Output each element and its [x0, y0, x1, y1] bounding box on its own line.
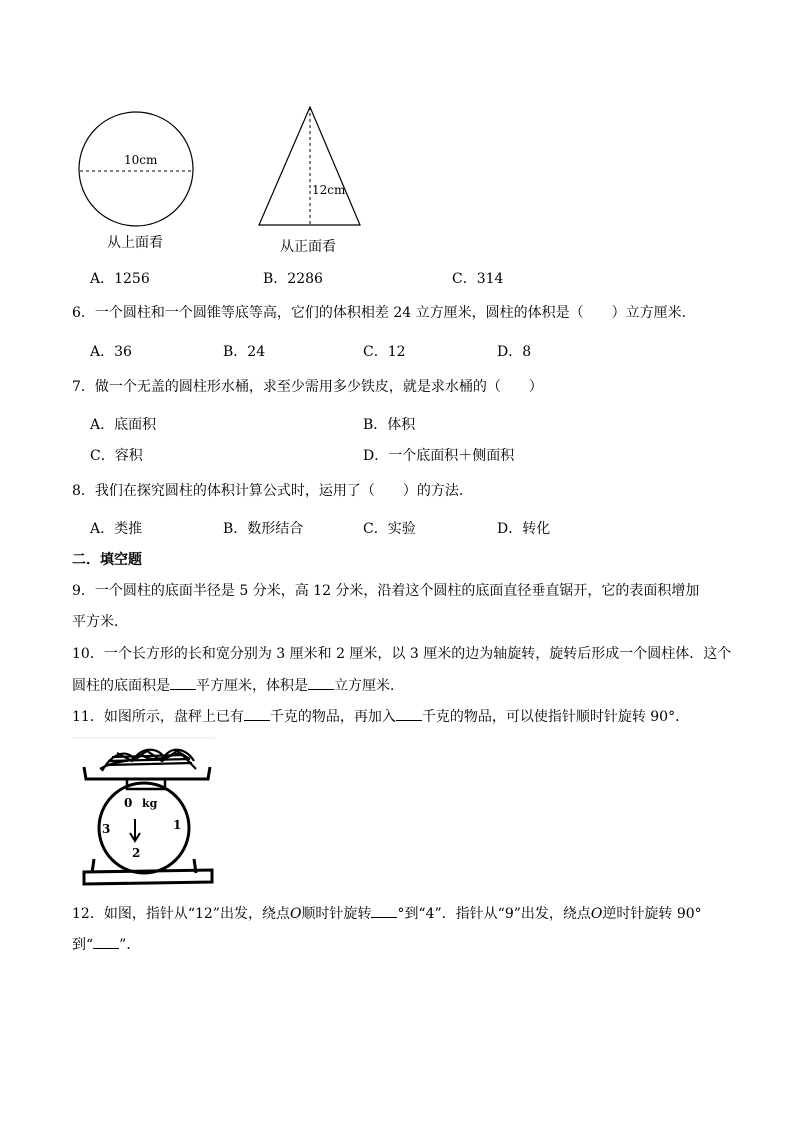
q8-option-b[interactable]: B．数形结合 — [223, 521, 304, 537]
q12-blank-1[interactable] — [371, 903, 397, 918]
q9-line-1: 9．一个圆柱的底面半径是 5 分米，高 12 分米，沿着这个圆柱的底面直径垂直锯开，它的表面积增加 — [72, 583, 700, 599]
dial-label-bottom: 2 — [132, 846, 141, 860]
q6-text-a: 6．一个圆柱和一个圆锥等底等高，它们的体积相差 24 立方厘米，圆柱的体积是（ — [72, 305, 584, 321]
circle-caption: 从上面看 — [107, 235, 163, 251]
q8-option-d[interactable]: D．转化 — [497, 521, 551, 537]
q12-blank-2[interactable] — [93, 934, 119, 949]
q12-line-2 — [72, 934, 140, 955]
section-2-title: 二．填空题 — [72, 552, 142, 568]
q11-text-c: 千克的物品，可以使指针顺时针旋转 90°． — [421, 709, 690, 725]
question-6 — [72, 303, 696, 323]
q10-text-c: 立方厘米． — [334, 678, 404, 694]
q11-blank-2[interactable] — [396, 706, 422, 721]
q7-option-a[interactable]: A．底面积 — [90, 417, 157, 433]
q9-line-2: 平方米． — [72, 614, 128, 630]
q6-option-b[interactable]: B．24 — [223, 344, 266, 360]
q6-option-c[interactable]: C．12 — [363, 344, 406, 360]
scale-figure — [72, 735, 217, 893]
dial-label-right: 1 — [173, 818, 182, 832]
q10-line-1: 10．一个长方形的长和宽分别为 3 厘米和 2 厘米，以 3 厘米的边为轴旋转，旋转后形成一个圆柱体．这个 — [72, 646, 732, 662]
q5-option-b[interactable]: B．2286 — [263, 271, 323, 287]
q12-line2-a: 到“ — [72, 937, 94, 953]
q5-option-a[interactable]: A．1256 — [90, 271, 150, 287]
q11-text-a: 11．如图所示，盘秤上已有 — [72, 709, 244, 725]
q10-text-a: 圆柱的底面积是 — [72, 678, 170, 694]
q12-text-d: 逆时针旋转 90° — [602, 906, 702, 922]
q8-text-b: ）的方法． — [402, 483, 473, 499]
question-8 — [72, 481, 473, 501]
circle-diameter-label: 10cm — [124, 153, 158, 167]
q7-text-a: 7．做一个无盖的圆柱形水桶，求至少需用多少铁皮，就是求水桶的（ — [72, 379, 501, 395]
q7-text-b: ） — [528, 379, 543, 395]
q10-line-2 — [72, 675, 404, 696]
q7-option-d[interactable]: D．一个底面积＋侧面积 — [363, 448, 515, 464]
q6-text-b: ）立方厘米． — [611, 305, 696, 321]
q8-option-a[interactable]: A．类推 — [90, 521, 143, 537]
cone-height-label: 12cm — [312, 183, 346, 197]
q11-line-1 — [72, 706, 689, 727]
q10-blank-1[interactable] — [170, 675, 196, 690]
q12-point-o-2: O — [590, 906, 603, 922]
q5-option-c[interactable]: C．314 — [452, 271, 504, 287]
q6-option-a[interactable]: A．36 — [90, 344, 132, 360]
q12-line2-b: ”． — [119, 937, 141, 953]
question-7 — [72, 377, 543, 397]
cylinder-top-view-circle — [79, 112, 193, 226]
dial-label-unit: kg — [142, 797, 158, 810]
q12-text-b: 顺时针旋转 — [301, 906, 372, 922]
q11-text-b: 千克的物品，再加入 — [269, 709, 396, 725]
cone-caption: 从正面看 — [280, 239, 336, 255]
scale-base — [84, 870, 212, 884]
pan-items — [100, 750, 196, 771]
q10-blank-2[interactable] — [308, 675, 334, 690]
q8-text-a: 8．我们在探究圆柱的体积计算公式时，运用了（ — [72, 483, 375, 499]
q12-text-c: °到“4”．指针从“9”出发，绕点 — [397, 906, 591, 922]
q7-option-b[interactable]: B．体积 — [363, 417, 416, 433]
q12-point-o: O — [289, 906, 302, 922]
q8-option-c[interactable]: C．实验 — [363, 521, 416, 537]
q10-text-b: 平方厘米，体积是 — [196, 678, 308, 694]
cone-front-view-triangle — [259, 107, 360, 225]
q6-option-d[interactable]: D．8 — [497, 344, 532, 360]
q12-line-1 — [72, 903, 702, 924]
q12-text-a: 12．如图，指针从“12”出发，绕点 — [72, 906, 290, 922]
q11-blank-1[interactable] — [244, 706, 270, 721]
dial-label-left: 3 — [102, 822, 111, 836]
q7-option-c[interactable]: C．容积 — [90, 448, 143, 464]
dial-label-top: 0 — [124, 796, 133, 810]
